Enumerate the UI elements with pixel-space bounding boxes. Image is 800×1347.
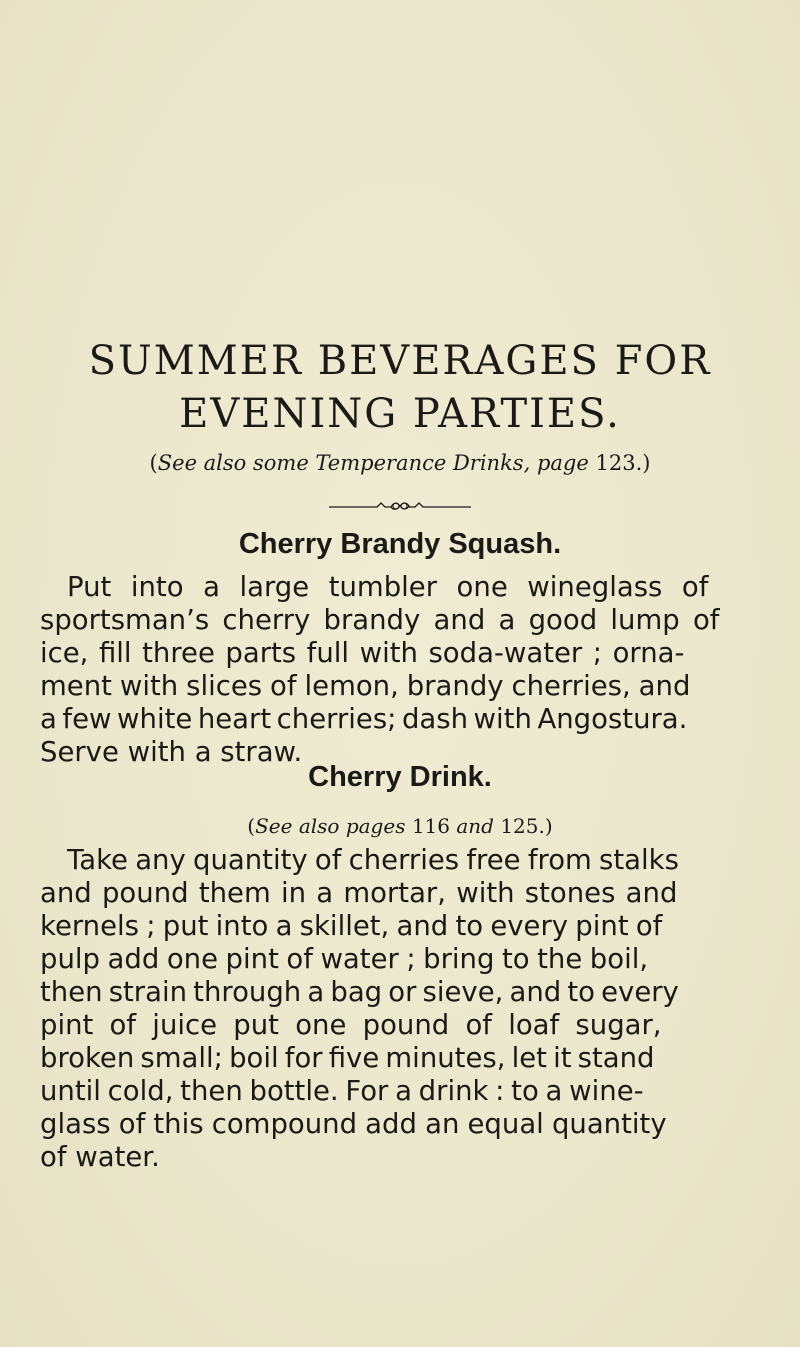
- recipe-2-ref-open: (: [247, 814, 256, 838]
- recipe-2-ref-text: See also pages: [255, 814, 406, 838]
- recipe-2-line-5: then strain through a bag or sieve, and to every: [40, 976, 679, 1008]
- recipe-1-line-5: a few white heart cherries; dash with Angostura.: [40, 703, 688, 735]
- recipe-1-line-2: sportsman’s cherry brandy and a good lump of: [40, 604, 720, 636]
- recipe-2-ref-page-2: 125: [500, 814, 539, 838]
- recipe-2-line-9: glass of this compound add an equal quantity: [40, 1108, 667, 1140]
- recipe-2-line-8: until cold, then bottle. For a drink : to a wine-: [40, 1075, 644, 1107]
- cross-reference: [0, 451, 800, 475]
- recipe-2-line-10: of water.: [40, 1141, 160, 1173]
- recipe-2-line-3: kernels ; put into a skillet, and to every pint of: [40, 910, 663, 942]
- recipe-2-line-4: pulp add one pint of water ; bring to the boil,: [40, 943, 649, 975]
- recipe-title-cherry-brandy-squash: Cherry Brandy Squash.: [238, 528, 562, 560]
- cross-reference-page: 123: [595, 451, 636, 475]
- chapter-title-line-2: EVENING PARTIES.: [179, 391, 621, 437]
- decorative-rule-icon: [325, 498, 475, 514]
- cross-reference-close: .): [635, 451, 651, 475]
- recipe-2-line-7: broken small; boil for five minutes, let it stand: [40, 1042, 655, 1074]
- recipe-1-line-1: Put into a large tumbler one wineglass of: [67, 571, 709, 603]
- cross-reference-open: (: [149, 451, 158, 475]
- recipe-2-ref-page-1: 116: [411, 814, 450, 838]
- recipe-2-cross-reference: [0, 814, 800, 838]
- recipe-2-line-6: pint of juice put one pound of loaf sugar,: [40, 1009, 662, 1041]
- recipe-1-line-3: ice, fill three parts full with soda-water ; orna-: [40, 637, 685, 669]
- recipe-1-line-4: ment with slices of lemon, brandy cherries, and: [40, 670, 691, 702]
- chapter-title-line-1: SUMMER BEVERAGES FOR: [88, 338, 712, 384]
- recipe-title-cherry-drink: Cherry Drink.: [308, 761, 492, 793]
- recipe-1-line-6: Serve with a straw.: [40, 736, 303, 768]
- recipe-2-line-1: Take any quantity of cherries free from stalks: [67, 844, 679, 876]
- recipe-2-line-2: and pound them in a mortar, with stones and: [40, 877, 678, 909]
- cross-reference-text: See also some Temperance Drinks, page: [157, 451, 589, 475]
- recipe-2-ref-close: .): [538, 814, 553, 838]
- recipe-2-ref-and: and: [456, 814, 494, 838]
